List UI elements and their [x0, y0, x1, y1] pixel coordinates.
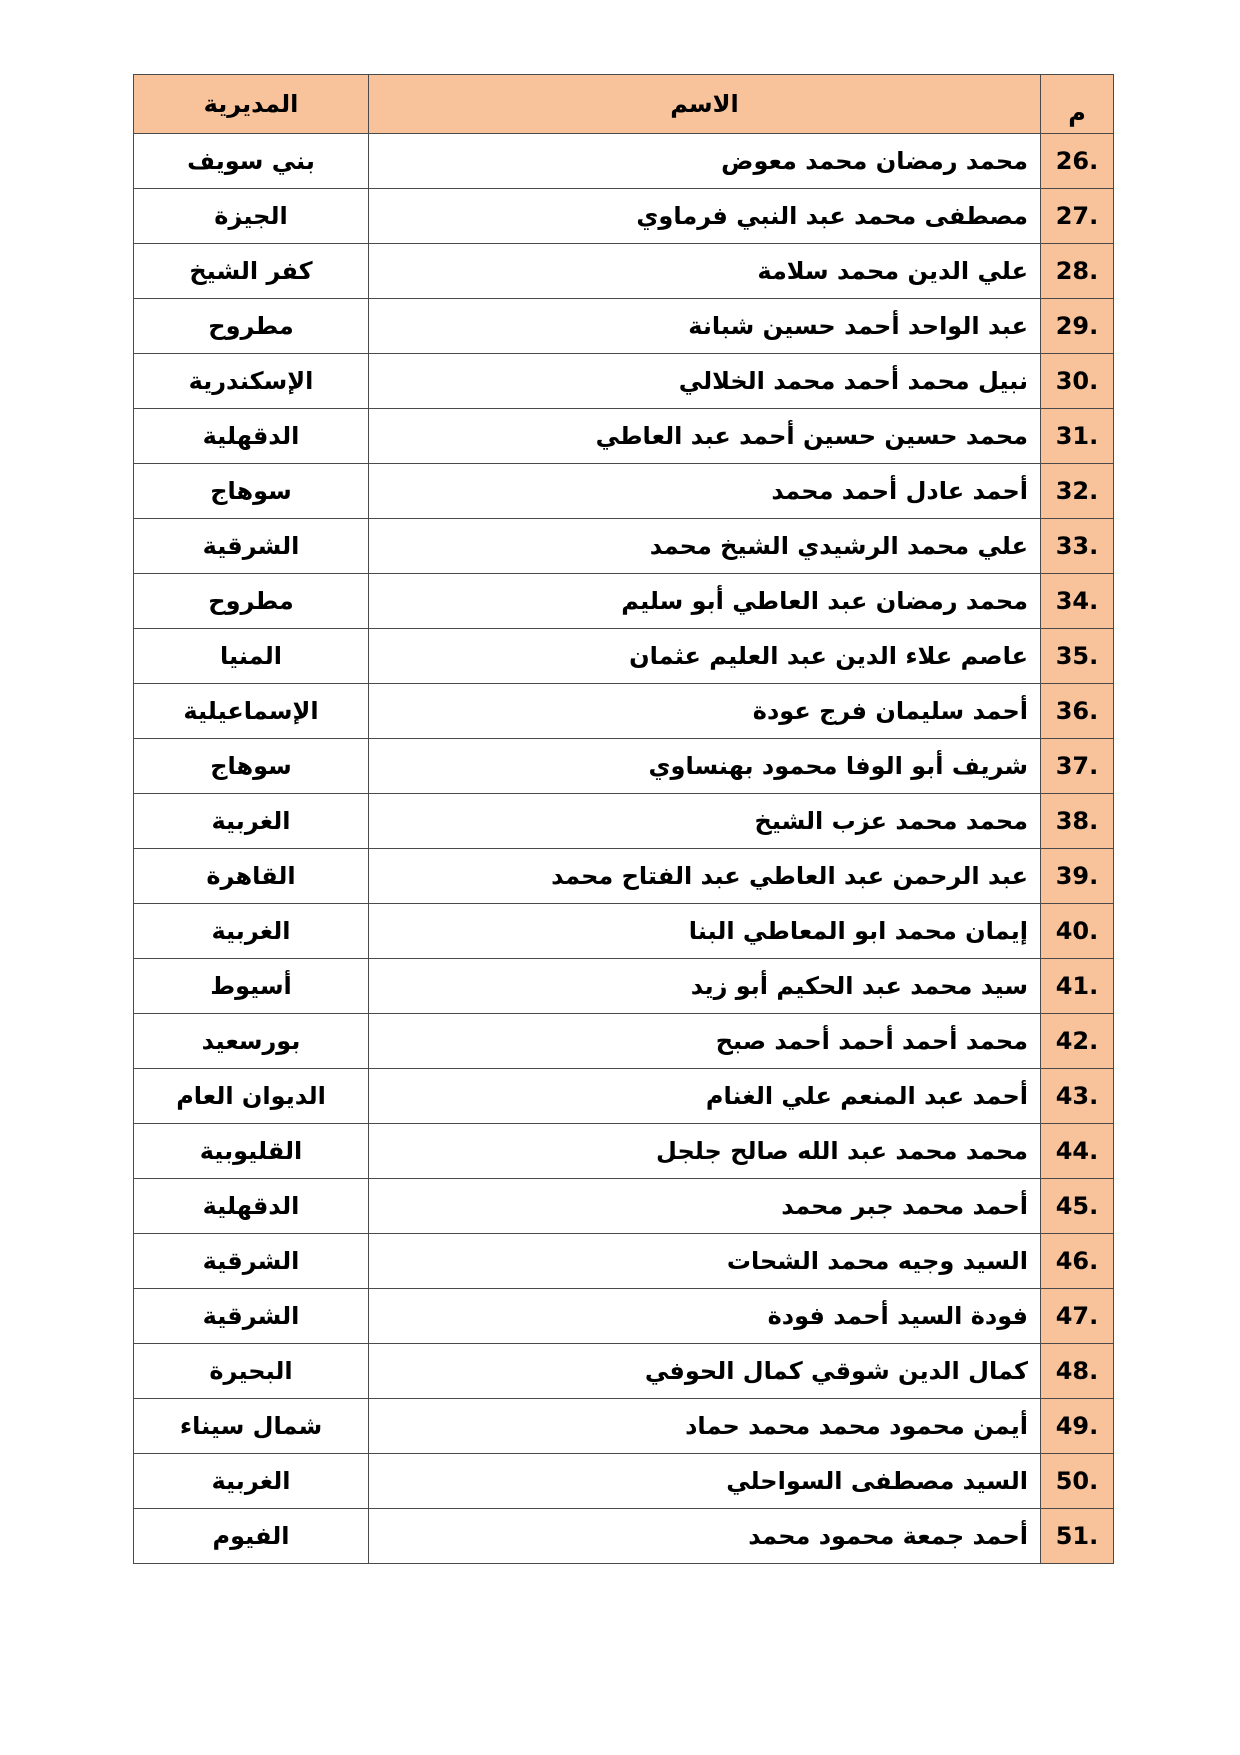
roster-table [133, 74, 1114, 1564]
row-directorate: الجيزة [134, 189, 369, 244]
row-name: كمال الدين شوقي كمال الحوفي [369, 1344, 1041, 1399]
row-name: أحمد محمد جبر محمد [369, 1179, 1041, 1234]
row-number: 38. [1041, 794, 1114, 849]
table-row [134, 519, 1114, 574]
row-name: السيد مصطفى السواحلي [369, 1454, 1041, 1509]
table-row [134, 1124, 1114, 1179]
row-directorate: الشرقية [134, 519, 369, 574]
row-number: 49. [1041, 1399, 1114, 1454]
header-row [134, 75, 1114, 134]
row-name: فودة السيد أحمد فودة [369, 1289, 1041, 1344]
row-directorate: سوهاج [134, 464, 369, 519]
row-name: أيمن محمود محمد محمد حماد [369, 1399, 1041, 1454]
row-number: 42. [1041, 1014, 1114, 1069]
table-row [134, 849, 1114, 904]
row-name: شريف أبو الوفا محمود بهنساوي [369, 739, 1041, 794]
row-directorate: الغربية [134, 1454, 369, 1509]
table-row [134, 134, 1114, 189]
table-row [134, 1234, 1114, 1289]
row-directorate: بورسعيد [134, 1014, 369, 1069]
row-name: محمد أحمد أحمد أحمد صبح [369, 1014, 1041, 1069]
row-name: نبيل محمد أحمد محمد الخلالي [369, 354, 1041, 409]
row-number: 45. [1041, 1179, 1114, 1234]
row-directorate: البحيرة [134, 1344, 369, 1399]
table-row [134, 299, 1114, 354]
row-directorate: كفر الشيخ [134, 244, 369, 299]
row-number: 35. [1041, 629, 1114, 684]
row-directorate: الديوان العام [134, 1069, 369, 1124]
row-directorate: مطروح [134, 299, 369, 354]
row-number: 51. [1041, 1509, 1114, 1564]
table-row [134, 629, 1114, 684]
row-directorate: أسيوط [134, 959, 369, 1014]
table-row [134, 1069, 1114, 1124]
row-number: 31. [1041, 409, 1114, 464]
row-directorate: الشرقية [134, 1234, 369, 1289]
row-number: 41. [1041, 959, 1114, 1014]
row-name: محمد رمضان عبد العاطي أبو سليم [369, 574, 1041, 629]
row-number: 29. [1041, 299, 1114, 354]
row-directorate: المنيا [134, 629, 369, 684]
row-name: عبد الواحد أحمد حسين شبانة [369, 299, 1041, 354]
row-directorate: مطروح [134, 574, 369, 629]
row-directorate: الفيوم [134, 1509, 369, 1564]
table-row [134, 1289, 1114, 1344]
table-row [134, 1014, 1114, 1069]
row-name: إيمان محمد ابو المعاطي البنا [369, 904, 1041, 959]
row-number: 28. [1041, 244, 1114, 299]
row-number: 30. [1041, 354, 1114, 409]
row-name: أحمد جمعة محمود محمد [369, 1509, 1041, 1564]
row-number: 27. [1041, 189, 1114, 244]
row-number: 48. [1041, 1344, 1114, 1399]
row-name: محمد رمضان محمد معوض [369, 134, 1041, 189]
header-number: م [1041, 75, 1114, 134]
table-row [134, 1509, 1114, 1564]
row-name: محمد محمد عزب الشيخ [369, 794, 1041, 849]
row-number: 33. [1041, 519, 1114, 574]
row-number: 50. [1041, 1454, 1114, 1509]
table-body [134, 134, 1114, 1564]
table-row [134, 1344, 1114, 1399]
row-name: أحمد سليمان فرج عودة [369, 684, 1041, 739]
row-number: 37. [1041, 739, 1114, 794]
table-header [134, 75, 1114, 134]
row-directorate: الدقهلية [134, 409, 369, 464]
row-number: 46. [1041, 1234, 1114, 1289]
table-row [134, 244, 1114, 299]
table-row [134, 574, 1114, 629]
row-directorate: شمال سيناء [134, 1399, 369, 1454]
table-row [134, 1454, 1114, 1509]
row-name: مصطفى محمد عبد النبي فرماوي [369, 189, 1041, 244]
row-name: السيد وجيه محمد الشحات [369, 1234, 1041, 1289]
row-number: 44. [1041, 1124, 1114, 1179]
row-name: علي محمد الرشيدي الشيخ محمد [369, 519, 1041, 574]
table-row [134, 794, 1114, 849]
row-directorate: الإسماعيلية [134, 684, 369, 739]
row-name: أحمد عبد المنعم علي الغنام [369, 1069, 1041, 1124]
row-directorate: الشرقية [134, 1289, 369, 1344]
row-number: 34. [1041, 574, 1114, 629]
row-directorate: بني سويف [134, 134, 369, 189]
row-directorate: الغربية [134, 794, 369, 849]
table-row [134, 1179, 1114, 1234]
table-row [134, 904, 1114, 959]
row-name: عاصم علاء الدين عبد العليم عثمان [369, 629, 1041, 684]
table-row [134, 739, 1114, 794]
row-directorate: سوهاج [134, 739, 369, 794]
row-directorate: القاهرة [134, 849, 369, 904]
table-row [134, 354, 1114, 409]
table-row [134, 464, 1114, 519]
row-directorate: الإسكندرية [134, 354, 369, 409]
row-name: محمد محمد عبد الله صالح جلجل [369, 1124, 1041, 1179]
header-directorate: المديرية [134, 75, 369, 134]
row-name: علي الدين محمد سلامة [369, 244, 1041, 299]
row-directorate: الغربية [134, 904, 369, 959]
table-row [134, 409, 1114, 464]
table-row [134, 959, 1114, 1014]
row-name: عبد الرحمن عبد العاطي عبد الفتاح محمد [369, 849, 1041, 904]
table-row [134, 1399, 1114, 1454]
row-number: 43. [1041, 1069, 1114, 1124]
row-number: 32. [1041, 464, 1114, 519]
row-number: 40. [1041, 904, 1114, 959]
row-directorate: الدقهلية [134, 1179, 369, 1234]
row-number: 36. [1041, 684, 1114, 739]
header-name: الاسم [369, 75, 1041, 134]
row-name: محمد حسين حسين أحمد عبد العاطي [369, 409, 1041, 464]
row-number: 26. [1041, 134, 1114, 189]
row-name: سيد محمد عبد الحكيم أبو زيد [369, 959, 1041, 1014]
row-number: 39. [1041, 849, 1114, 904]
table-row [134, 189, 1114, 244]
row-number: 47. [1041, 1289, 1114, 1344]
row-name: أحمد عادل أحمد محمد [369, 464, 1041, 519]
table-row [134, 684, 1114, 739]
row-directorate: القليوبية [134, 1124, 369, 1179]
